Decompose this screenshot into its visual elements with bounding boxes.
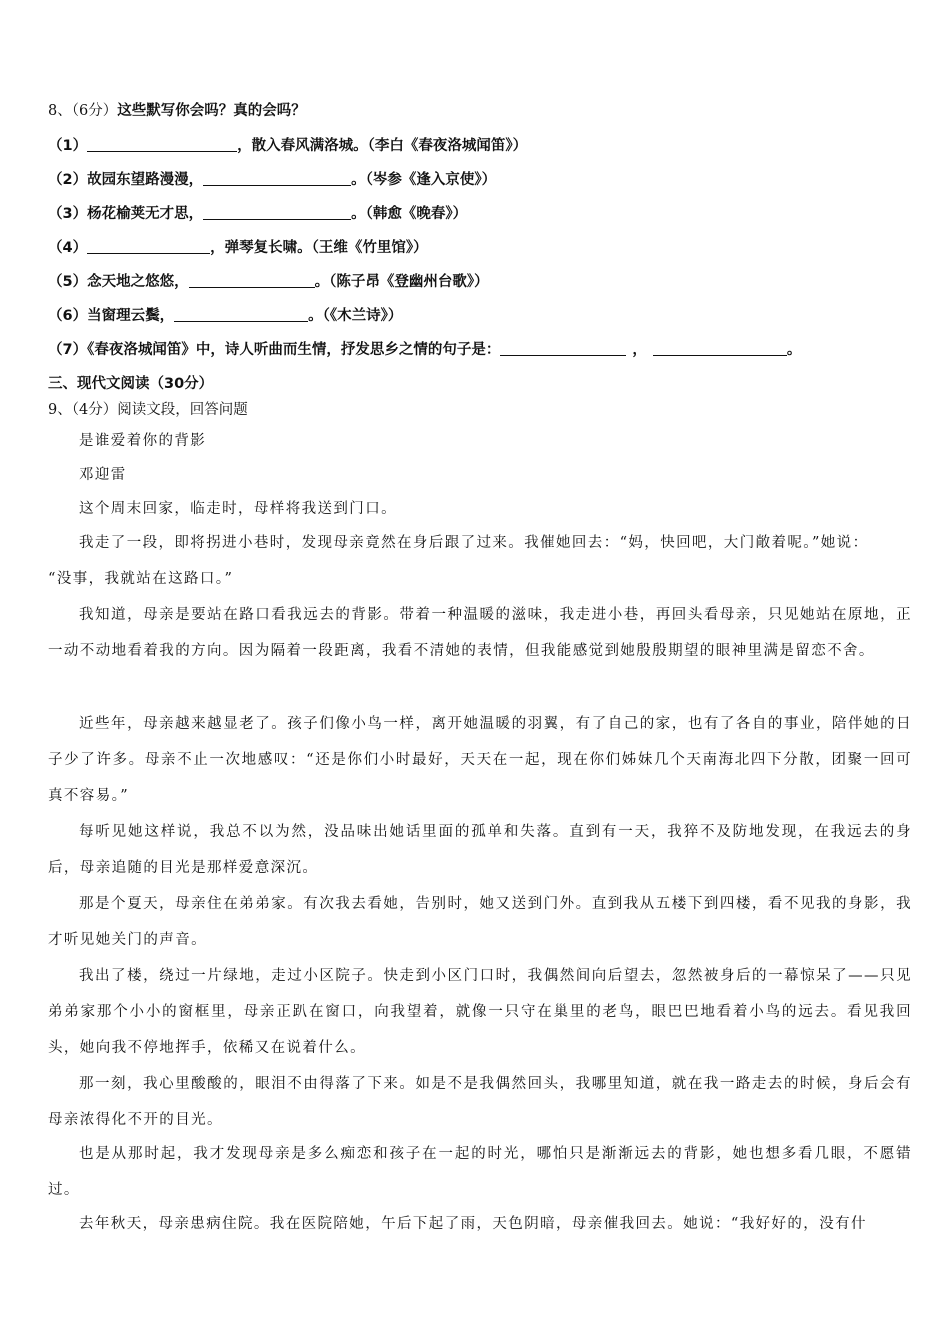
item-number: （6） <box>48 308 88 324</box>
answer-blank[interactable] <box>653 341 787 356</box>
q8-item-7 <box>48 340 801 360</box>
item-prefix: 杨花榆荚无才思， <box>87 206 204 222</box>
item-prefix: 故园东望路漫漫， <box>87 172 204 188</box>
article-paragraph: 去年秋天，母亲患病住院。我在医院陪她，午后下起了雨，天色阴暗，母亲催我回去。她说：“我好好的，没有什 <box>79 1216 867 1232</box>
q8-item-1 <box>48 136 527 156</box>
answer-blank[interactable] <box>500 341 626 356</box>
item-prefix: 当窗理云鬓， <box>87 308 175 324</box>
article-paragraph: 那是个夏天，母亲住在弟弟家。有次我去看她，告别时，她又送到门外。直到我从五楼下到四楼，看不见我的身影，我才听见她关门的声音。 <box>48 896 912 948</box>
article-paragraph: 我走了一段，即将拐进小巷时，发现母亲竟然在身后跟了过来。我催她回去：“妈，快回吧，大门敞着呢。”她说： <box>79 535 869 551</box>
item-number: （3） <box>48 206 88 222</box>
q9-number: 9、 <box>48 402 72 418</box>
q9-score: （4分） <box>71 402 118 418</box>
article-paragraph: 这个周末回家，临走时，母样将我送到门口。 <box>79 501 397 517</box>
q8-number: 8、 <box>48 103 72 119</box>
item-number: （5） <box>48 274 88 290</box>
q8-item-2 <box>48 170 496 190</box>
article-paragraph: 近些年，母亲越来越显老了。孩子们像小鸟一样，离开她温暖的羽翼，有了自己的家，也有了各自的事业，陪伴她的日子少了许多。母亲不止一次地感叹：“还是你们小时最好，天天在一起，现在你们姊妹几个天南海北四下分散，团聚一回可真不容易。” <box>48 716 912 804</box>
q8-header <box>48 101 306 121</box>
answer-blank[interactable] <box>87 239 210 254</box>
answer-blank[interactable] <box>203 171 351 186</box>
item-number: （4） <box>48 240 88 256</box>
item-separator: ， <box>632 342 647 358</box>
q8-title: 这些默写你会吗？真的会吗？ <box>117 103 306 119</box>
answer-blank[interactable] <box>174 307 308 322</box>
item-suffix: 。（陈子昂《登幽州台歌》） <box>314 274 489 290</box>
q9-header <box>48 400 248 420</box>
item-suffix: ，散入春风满洛城。（李白《春夜洛城闻笛》） <box>237 138 528 154</box>
answer-blank[interactable] <box>189 273 315 288</box>
article-paragraph: 那一刻，我心里酸酸的，眼泪不由得落了下来。如是不是我偶然回头，我哪里知道，就在我一路走去的时候，身后会有母亲浓得化不开的目光。 <box>48 1076 912 1128</box>
section-heading: 三、现代文阅读（30分） <box>48 376 214 392</box>
q8-item-6 <box>48 306 402 326</box>
item-end: 。 <box>786 342 802 358</box>
article-author: 邓迎雷 <box>79 467 127 483</box>
item-prompt: 《春夜洛城闻笛》中，诗人听曲而生情，抒发思乡之情的句子是： <box>87 342 501 358</box>
item-suffix: 。（岑参《逢入京使》） <box>351 172 497 188</box>
article-title: 是谁爱着你的背影 <box>79 433 207 449</box>
item-suffix: ，弹琴复长啸。（王维《竹里馆》） <box>210 240 428 256</box>
item-prefix: 念天地之悠悠， <box>87 274 189 290</box>
q8-item-3 <box>48 204 467 224</box>
article-paragraph: 我出了楼，绕过一片绿地，走过小区院子。快走到小区门口时，我偶然间向后望去，忽然被身后的一幕惊呆了——只见弟弟家那个小小的窗框里，母亲正趴在窗口，向我望着，就像一只守在巢里的老鸟，眼巴巴地看着小鸟的远去。看见我回头，她向我不停地挥手，依稀又在说着什么。 <box>48 968 912 1056</box>
q8-item-5 <box>48 272 489 292</box>
article-paragraph: 每听见她这样说，我总不以为然，没品味出她话里面的孤单和失落。直到有一天，我猝不及防地发现，在我远去的身后，母亲追随的目光是那样爱意深沉。 <box>48 824 912 876</box>
item-suffix: 。（韩愈《晚春》） <box>351 206 468 222</box>
q9-prompt: 阅读文段，回答问题 <box>117 402 248 418</box>
article-paragraph: 也是从那时起，我才发现母亲是多么痴恋和孩子在一起的时光，哪怕只是渐渐远去的背影，她也想多看几眼，不愿错过。 <box>48 1146 912 1198</box>
item-number: （7） <box>48 342 88 358</box>
item-number: （2） <box>48 172 88 188</box>
article-paragraph: 我知道，母亲是要站在路口看我远去的背影。带着一种温暖的滋味，我走进小巷，再回头看母亲，只见她站在原地，正一动不动地看着我的方向。因为隔着一段距离，我看不清她的表情，但我能感觉到她殷殷期望的眼神里满是留恋不舍。 <box>48 607 912 659</box>
answer-blank[interactable] <box>203 205 351 220</box>
answer-blank[interactable] <box>87 137 237 152</box>
q8-score: （6分） <box>71 103 118 119</box>
article-paragraph: “没事，我就站在这路口。” <box>48 571 234 587</box>
item-suffix: 。（《木兰诗》） <box>308 308 403 324</box>
item-number: （1） <box>48 138 88 154</box>
q8-item-4 <box>48 238 428 258</box>
